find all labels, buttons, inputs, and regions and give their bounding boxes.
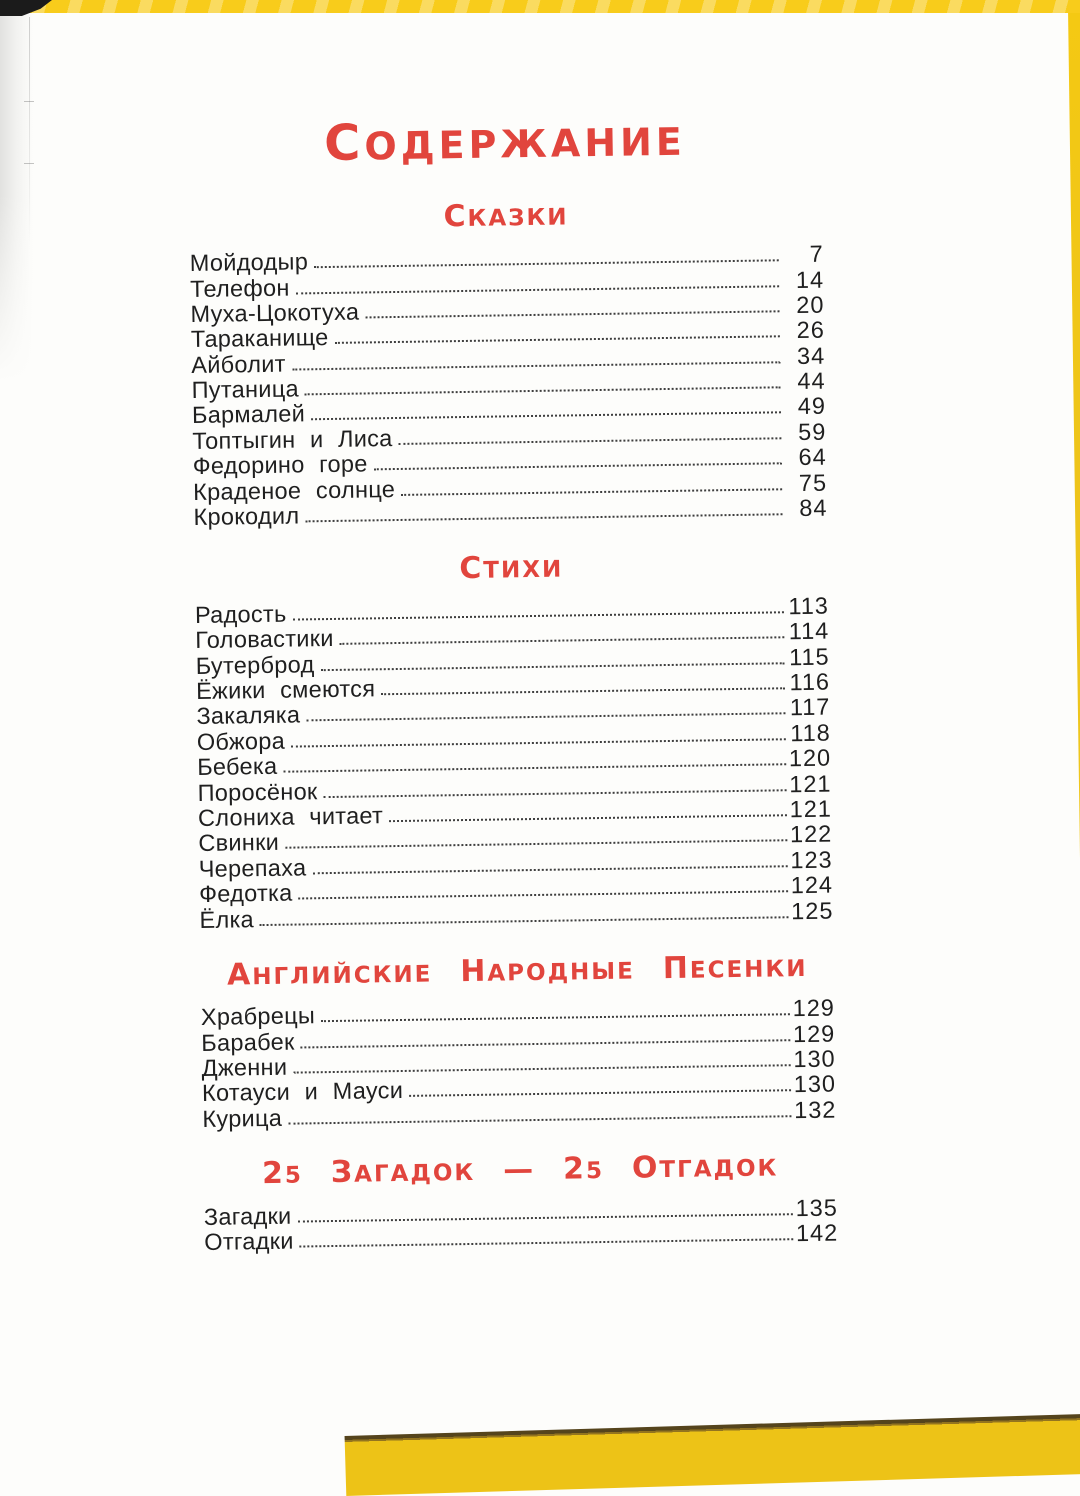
dot-leader: [381, 687, 785, 695]
entry-title: Котауси и Мауси: [201, 1077, 404, 1107]
entry-title: Курица: [202, 1104, 283, 1132]
dot-leader: [288, 1115, 791, 1124]
entry-title: Путаница: [191, 375, 300, 404]
entry-title: Свинки: [198, 829, 280, 857]
section-entries: [195, 592, 834, 931]
entry-page-number: 20: [796, 291, 825, 318]
dot-leader: [260, 916, 788, 926]
entry-page-number: 59: [797, 418, 827, 445]
entry-title: Поросёнок: [197, 777, 318, 806]
toc-section: [189, 195, 828, 529]
entry-page-number: 75: [798, 469, 828, 496]
entry-page-number: 44: [797, 367, 826, 395]
entry-page-number: 14: [795, 266, 825, 293]
section-heading: СТИХИ: [459, 550, 564, 587]
section-heading: АНГЛИЙСКИЕ НАРОДНЫЕ ПЕСЕНКИ: [226, 950, 808, 993]
dot-leader: [399, 437, 782, 445]
entry-title: Крокодил: [193, 502, 300, 531]
entry-title: Храбрецы: [200, 1002, 316, 1031]
entry-page-number: 129: [792, 994, 836, 1022]
entry-title: Айболит: [191, 350, 286, 378]
toc-section: [203, 1148, 838, 1254]
entry-title: Головастики: [195, 625, 334, 654]
entry-title: Бармалей: [191, 400, 306, 429]
entry-title: Ёжики смеются: [195, 675, 376, 704]
page-title: СОДЕРЖАНИЕ: [323, 113, 687, 173]
entry-page-number: 115: [788, 643, 830, 670]
entry-title: Отгадки: [204, 1227, 294, 1255]
entry-title: Тараканище: [190, 324, 329, 353]
entry-page-number: 116: [789, 668, 831, 696]
entry-title: Закаляка: [196, 701, 301, 730]
dot-leader: [389, 814, 787, 822]
entry-title: Бутерброд: [195, 650, 315, 679]
entry-title: Бебека: [197, 752, 278, 781]
dot-leader: [305, 513, 782, 522]
entry-page-number: 130: [793, 1071, 837, 1098]
entry-title: Черепаха: [198, 854, 307, 882]
cover-edge-bottom: [345, 1414, 1080, 1496]
entry-page-number: 129: [792, 1020, 836, 1047]
entry-page-number: 120: [788, 744, 832, 772]
entry-page-number: 125: [790, 897, 834, 924]
entry-title: Барабек: [201, 1028, 295, 1056]
entry-page-number: 49: [797, 393, 827, 420]
table-of-contents: [188, 109, 839, 1254]
section-entries: [201, 994, 837, 1130]
entry-page-number: 122: [789, 820, 833, 848]
entry-page-number: 113: [788, 592, 830, 620]
entry-page-number: 114: [788, 617, 830, 645]
entry-page-number: 132: [793, 1096, 837, 1124]
entry-page-number: 121: [789, 770, 832, 797]
toc-section: [200, 949, 836, 1131]
entry-page-number: 142: [795, 1219, 839, 1247]
entry-page-number: 121: [789, 795, 833, 823]
entry-title: Топтыгин и Лиса: [192, 424, 393, 454]
toc-sections: [189, 195, 839, 1254]
entry-title: Слониха читает: [197, 802, 384, 831]
entry-title: Обжора: [196, 727, 286, 755]
dot-leader: [374, 463, 782, 471]
entry-title: Федотка: [198, 879, 293, 908]
page-edge-left: [0, 13, 36, 413]
entry-page-number: 64: [798, 443, 827, 471]
entry-page-number: 7: [809, 240, 824, 267]
section-heading: 25 ЗАГАДОК — 25 ОТГАДОК: [261, 1150, 779, 1191]
entry-title: Ёлка: [199, 905, 255, 933]
entry-title: Загадки: [203, 1202, 292, 1230]
entry-page-number: 135: [795, 1194, 838, 1221]
entry-page-number: 34: [796, 342, 826, 369]
entry-title: Мойдодыр: [189, 248, 309, 277]
page-edge-fade: [0, 13, 36, 413]
dot-leader: [409, 1090, 791, 1098]
entry-page-number: 118: [790, 719, 831, 746]
entry-page-number: 130: [793, 1045, 836, 1073]
entry-page-number: 124: [790, 871, 834, 899]
entry-title: Телефон: [189, 274, 290, 302]
entry-page-number: 123: [790, 846, 833, 873]
section-heading: СКАЗКИ: [443, 199, 569, 235]
cover-edge-right: [1068, 8, 1080, 858]
entry-page-number: 26: [796, 316, 825, 344]
entry-title: Муха-Цокотуха: [190, 298, 360, 327]
entry-title: Краденое солнце: [192, 475, 396, 505]
entry-page-number: 117: [789, 693, 831, 721]
section-entries: [190, 240, 828, 529]
cover-edge-top: [0, 0, 1080, 13]
toc-section: [194, 547, 834, 932]
entry-title: Дженни: [201, 1053, 288, 1082]
entry-title: Федорино горе: [192, 450, 368, 480]
section-entries: [204, 1194, 839, 1254]
dot-leader: [300, 1238, 793, 1247]
entry-title: Радость: [194, 600, 287, 628]
entry-page-number: 84: [799, 494, 828, 522]
dot-leader: [401, 488, 782, 496]
